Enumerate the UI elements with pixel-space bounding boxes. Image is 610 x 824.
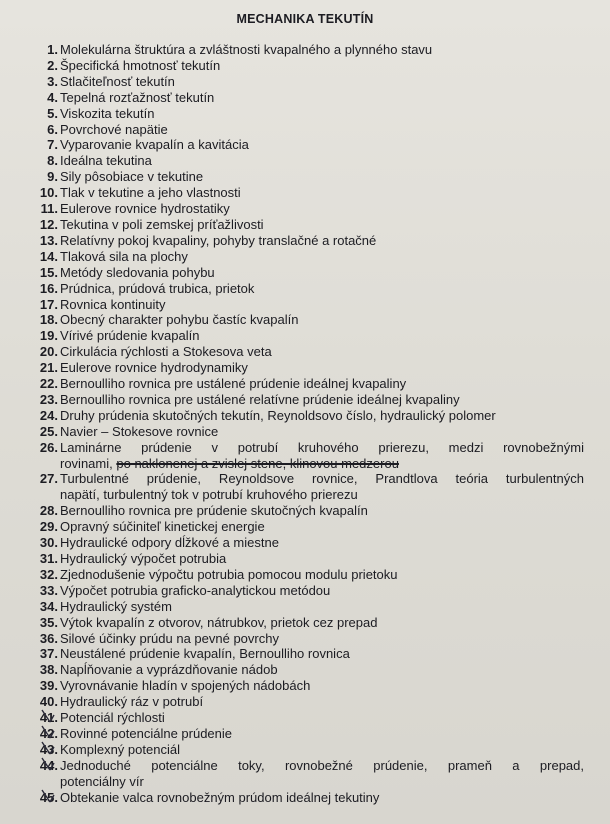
item-text: Tlak v tekutine a jeho vlastnosti: [60, 185, 241, 201]
item-number: 6.: [47, 121, 58, 137]
list-item: [36, 583, 584, 599]
item-number: [36, 758, 58, 790]
item-number: 4.: [47, 89, 58, 105]
list-item: [36, 74, 584, 90]
item-number: 39.: [39, 678, 58, 694]
item-number: 12.: [39, 216, 58, 232]
item-number: 1.: [47, 42, 58, 57]
item-text: [58, 440, 584, 472]
item-text: Vyparovanie kvapalín a kavitácia: [60, 137, 249, 153]
list-item: [36, 58, 584, 74]
list-item: [36, 106, 584, 122]
item-text: Špecifická hmotnosť tekutín: [60, 57, 221, 73]
item-text: Tekutina v poli zemskej príťažlivosti: [60, 216, 264, 232]
item-text: Bernoulliho rovnica pre ustálené prúdenie ideálnej kvapaliny: [60, 376, 407, 392]
item-text-line: Turbulentné prúdenie, Reynoldsove rovnice, Prandtlova teória turbulentných: [60, 471, 584, 487]
item-text: Napĺňovanie a vyprázdňovanie nádob: [60, 662, 278, 678]
list-item: [36, 153, 584, 169]
item-number: 7.: [47, 137, 58, 153]
item-number: 13.: [39, 232, 58, 248]
item-text: [58, 758, 584, 790]
item-number: 36.: [39, 630, 58, 646]
item-text: Povrchové napätie: [60, 121, 168, 137]
item-number: 22.: [39, 376, 58, 392]
item-text: Hydraulický systém: [60, 598, 172, 614]
list-item: [36, 312, 584, 328]
item-text: Obecný charakter pohybu častíc kvapalín: [60, 312, 299, 328]
item-number: 32.: [39, 566, 58, 582]
list-item: [36, 758, 584, 790]
item-number: 16.: [39, 280, 58, 296]
list-item: [36, 631, 584, 647]
item-text: Stlačiteľnosť tekutín: [60, 73, 175, 89]
list-item: [36, 408, 584, 424]
item-number: 8.: [47, 153, 58, 169]
item-text: Silové účinky prúdu na pevné povrchy: [60, 630, 279, 646]
item-number: 2.: [47, 57, 58, 73]
list-item: [36, 599, 584, 615]
item-text: Výpočet potrubia graficko-analytickou metódou: [60, 582, 331, 598]
item-text: Prúdnica, prúdová trubica, prietok: [60, 280, 255, 296]
list-item: [36, 122, 584, 138]
item-number: 17.: [39, 296, 58, 312]
item-text-line: Jednoduché potenciálne toky, rovnobežné prúdenie, prameň a prepad,: [60, 757, 584, 773]
item-text: Zjednodušenie výpočtu potrubia pomocou modulu prietoku: [60, 566, 398, 582]
item-text: Navier – Stokesove rovnice: [60, 423, 219, 439]
item-number: [36, 742, 58, 758]
list-item: [36, 567, 584, 583]
list-item: [36, 90, 584, 106]
item-text: Obtekanie valca rovnobežným prúdom ideálnej tekutiny: [60, 789, 380, 805]
list-item: [36, 392, 584, 408]
item-text-line: Laminárne prúdenie v potrubí kruhového prierezu, medzi rovnobežnými: [60, 439, 584, 455]
item-number: [36, 710, 58, 726]
item-text: Sily pôsobiace v tekutine: [60, 169, 204, 185]
list-item: [36, 535, 584, 551]
list-item: [36, 551, 584, 567]
item-number-text: 42.: [39, 725, 58, 741]
item-text: [58, 471, 584, 503]
list-item: [36, 137, 584, 153]
item-text: Relatívny pokoj kvapaliny, pohyby translačné a rotačné: [60, 232, 377, 248]
list-item: [36, 233, 584, 249]
item-text: Bernoulliho rovnica pre ustálené relatívne prúdenie ideálnej kvapaliny: [60, 391, 460, 407]
item-number: [36, 790, 58, 806]
item-text: Hydraulický ráz v potrubí: [60, 694, 204, 710]
item-text: Bernoulliho rovnica pre prúdenie skutočných kvapalín: [60, 503, 368, 519]
page-title: MECHANIKA TEKUTÍN: [236, 12, 374, 26]
item-number: 10.: [39, 185, 58, 201]
item-number: 30.: [39, 535, 58, 551]
item-text: Molekulárna štruktúra a zvláštnosti kvapalného a plynného stavu: [60, 42, 433, 57]
item-number: 26.: [39, 439, 58, 455]
list-item: [36, 503, 584, 519]
list-item: [36, 694, 584, 710]
item-number-text: 45.: [39, 789, 58, 805]
item-text: Cirkulácia rýchlosti a Stokesova veta: [60, 344, 272, 360]
item-text: Druhy prúdenia skutočných tekutín, Reynoldsovo číslo, hydraulický polomer: [60, 407, 496, 423]
item-number: 27.: [39, 471, 58, 487]
item-number: 40.: [39, 694, 58, 710]
item-text: Rovinné potenciálne prúdenie: [60, 725, 233, 741]
item-number: 3.: [47, 73, 58, 89]
list-item: [36, 281, 584, 297]
item-number: 21.: [39, 360, 58, 376]
item-text-line: [60, 456, 584, 472]
list-item: [36, 678, 584, 694]
item-number: 33.: [39, 582, 58, 598]
item-text: Výtok kvapalín z otvorov, nátrubkov, prietok cez prepad: [60, 614, 378, 630]
item-text: Ideálna tekutina: [60, 153, 152, 169]
item-number: [36, 726, 58, 742]
list-item: [36, 344, 584, 360]
item-number: 34.: [39, 598, 58, 614]
list-item: [36, 726, 584, 742]
list-item: [36, 615, 584, 631]
item-number-text: 41.: [39, 710, 58, 726]
list-item: [36, 185, 584, 201]
struck-text: po naklonenej a zvislej stene, klinovou medzerou: [116, 455, 399, 471]
list-item: [36, 169, 584, 185]
list-item: [36, 662, 584, 678]
list-item: [36, 471, 584, 503]
item-text-line: potenciálny vír: [60, 773, 144, 789]
item-text-line: napätí, turbulentný tok v potrubí kruhového prierezu: [60, 487, 358, 503]
item-text: Tlaková sila na plochy: [60, 248, 188, 264]
list-item: [36, 42, 584, 58]
topic-list: [36, 42, 584, 806]
list-item: [36, 360, 584, 376]
item-text: Hydraulický výpočet potrubia: [60, 551, 227, 566]
item-number: 35.: [39, 614, 58, 630]
item-number: 28.: [39, 503, 58, 519]
item-number: 25.: [39, 423, 58, 439]
list-item: [36, 249, 584, 265]
item-text: Viskozita tekutín: [60, 105, 155, 121]
list-item: [36, 646, 584, 662]
item-text-fragment: rovinami,: [60, 455, 113, 471]
list-item: [36, 710, 584, 726]
item-number-text: 44.: [39, 757, 58, 773]
list-item: [36, 742, 584, 758]
list-item: [36, 790, 584, 806]
item-text: Tepelná rozťažnosť tekutín: [60, 89, 215, 105]
item-number: 19.: [39, 328, 58, 344]
item-number: 29.: [39, 519, 58, 535]
item-number: 14.: [39, 248, 58, 264]
item-text: Opravný súčiniteľ kinetickej energie: [60, 519, 265, 535]
item-text: Neustálené prúdenie kvapalín, Bernoulliho rovnica: [60, 646, 350, 662]
item-number: 38.: [39, 662, 58, 678]
item-number: 24.: [39, 407, 58, 423]
item-text: Rovnica kontinuity: [60, 296, 166, 312]
item-number: 9.: [47, 169, 58, 185]
list-item: [36, 519, 584, 535]
item-text: Hydraulické odpory dĺžkové a miestne: [60, 535, 279, 551]
item-number: 31.: [39, 551, 58, 566]
list-item: [36, 328, 584, 344]
list-item: [36, 201, 584, 217]
item-text: Komplexný potenciál: [60, 741, 180, 757]
item-number: 15.: [39, 264, 58, 280]
item-number: 23.: [39, 391, 58, 407]
item-number: 11.: [40, 201, 58, 217]
list-item: [36, 297, 584, 313]
item-number: 37.: [39, 646, 58, 662]
item-text: Eulerove rovnice hydrodynamiky: [60, 360, 248, 376]
list-item: [36, 376, 584, 392]
item-text: Metódy sledovania pohybu: [60, 264, 215, 280]
item-text: Eulerove rovnice hydrostatiky: [60, 201, 230, 217]
list-item: [36, 217, 584, 233]
item-number: 5.: [47, 105, 58, 121]
list-item: [36, 265, 584, 281]
list-item: [36, 424, 584, 440]
list-item: [36, 440, 584, 472]
item-number-text: 43.: [39, 741, 58, 757]
item-text: Potenciál rýchlosti: [60, 710, 165, 726]
item-number: 18.: [39, 312, 58, 328]
item-text: Vírivé prúdenie kvapalín: [60, 328, 200, 344]
item-number: 20.: [39, 344, 58, 360]
item-text: Vyrovnávanie hladín v spojených nádobách: [60, 678, 311, 694]
